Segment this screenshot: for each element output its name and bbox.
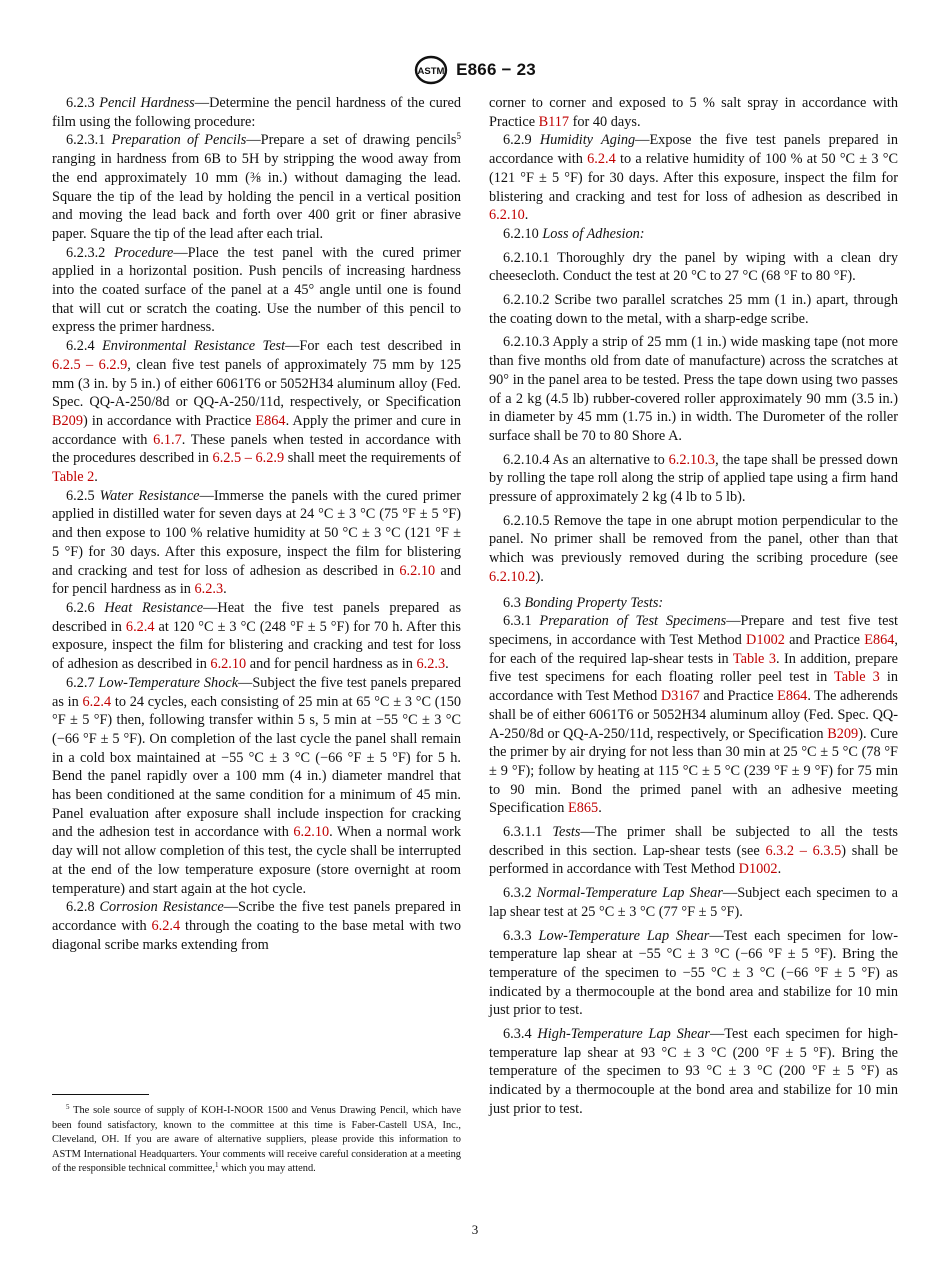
section-6-2-5: 6.2.5 Water Resistance—Immerse the panels with the cured primer applied in distilled water for seven days at 24 °C ± 3 °C (75 °F ± 5 °F) and then expose to 100 % relative humidity at 50 °C ± 3 °C (121 °F ± 5 °F) for 30 days. After this exposure, inspect the film for blistering and cracking and test for loss of adhesion as described in 6.2.10 and for pencil hardness as in 6.2.3. [52, 487, 461, 598]
section-6-3-1: 6.3.1 Preparation of Test Specimens—Prepare and test five test specimens, in accordance with Test Method D1002 and Practice E864, for each of the required lap-shear tests in Table 3. In addition, prepare five test specimens for each floating roller peel test in Table 3 in accordance with Test Method D3167 and Practice E864. The adherends shall be of either 6061T6 or 5052H34 aluminum alloy (Fed. Spec. QQ-A-250/8d or QQ-A-250/11d, respectively, or Specification B209). Cure the primer by air drying for not less than 30 min at 25 °C ± 5 °C (78 °F ± 9 °F); follow by heating at 115 °C ± 5 °C (239 °F ± 9 °F) for 75 min to 90 min. Bond the primed panel with an adhesive meeting Specification E865. [489, 613, 898, 817]
link-6-2-5-6-2-9[interactable]: 6.2.5 – 6.2.9 [52, 356, 128, 373]
footnote-5: $^5$ The sole source of supply of KOH-I-NOOR 1500 and Venus Drawing Pencil, which have been found satisfactory, known to the committee at this time is Faber-Castell USA, Inc., Cleveland, OH. If you are aware of alternative suppliers, please provide this information to ASTM International Headquarters. Your comments will receive careful consideration at a meeting of the responsible technical committee,$^1$ which you may attend. [52, 1103, 461, 1174]
link-6-2-10[interactable]: 6.2.10 [210, 656, 247, 673]
link-6-1-7[interactable]: 6.1.7 [153, 431, 182, 448]
link-table-2[interactable]: Table 2 [52, 469, 95, 486]
link-6-2-10-2[interactable]: 6.2.10.2 [489, 568, 536, 585]
link-table-3[interactable]: Table 3 [732, 650, 776, 667]
section-6-2-7: 6.2.7 Low-Temperature Shock—Subject the five test panels prepared as in 6.2.4 to 24 cycles, each consisting of 25 min at 65 °C ± 3 °C (150 °F ± 5 °F) then, following transfer within 5 s, 5 min at −55 °C ± 3 °C (−66 °F ± 5 °F). On completion of the last cycle the panel shall remain in a cold box maintained at −55 °C ± 3 °C (−66 °F ± 5 °F) for 5 h. Bend the panel rapidly over a 100 mm (4 in.) diameter mandrel that has been conditioned at the same condition for a minimum of 45 min. Panel evaluation after exposure shall include inspection for cracking and the adhesion test in accordance with 6.2.10. When a normal work day will not allow completion of this test, the cycle shall be interrupted at the end of the low temperature exposure (store overnight at room temperature) and start again at the hot cycle. [52, 674, 462, 897]
footnote-marker[interactable]: 5 [456, 131, 461, 142]
section-6-2-4: 6.2.4 Environmental Resistance Test—For each test described in 6.2.5 – 6.2.9, clean five test panels of approximately 75 mm by 125 mm (3 in. by 5 in.) of either 6061T6 or 5052H34 aluminum alloy (Fed. Spec. QQ-A-250/8d or QQ-A-250/11d, respectively, or Specification B209) in accordance with Practice E864. Apply the primer and cure in accordance with 6.1.7. These panels when tested in accordance with the procedures described in 6.2.5 – 6.2.9 shall meet the requirements of Table 2. [52, 338, 461, 486]
link-e865[interactable]: E865 [568, 800, 599, 817]
section-6-2-8-continued: corner to corner and exposed to 5 % salt spray in accordance with Practice B117 for 40 days. [489, 95, 898, 130]
section-6-2-10-4: 6.2.10.4 As an alternative to 6.2.10.3, the tape shall be pressed down by rolling the tape roll along the strip of applied tape using a firm hand pressure of approximately 2 kg (4 lb to 5 lb). [489, 451, 898, 506]
section-6-2-3-1: 6.2.3.1 Preparation of Pencils—Prepare a set of drawing pencils$^5$ ranging in hardness from 6B to 5H by stripping the wood away from the end approximately 10 mm (⅜ in.) without damaging the lead. Square the tip of the lead by holding the pencil in a vertical position and moving the lead back and forth over 400 grit or finer abrasive paper. Square the tip of the lead after each trial. [52, 131, 461, 242]
link-b209[interactable]: B209 [52, 412, 83, 429]
section-6-2-3-2: 6.2.3.2 Procedure—Place the test panel with the cured primer applied in a horizontal position. Push pencils of increasing hardness into the coated surface of the panel at a 45° angle until one is found that will cut or scratch the coating. Use the number of this pencil to express the primer hardness. [52, 244, 461, 336]
section-6-3-2: 6.3.2 Normal-Temperature Lap Shear—Subject each specimen to a lap shear test at 25 °C ± 3 °C (77 °F ± 5 °F). [489, 885, 898, 920]
section-6-2-3: 6.2.3 Pencil Hardness—Determine the pencil hardness of the cured film using the following procedure: [52, 95, 462, 130]
link-table-3[interactable]: Table 3 [834, 669, 880, 686]
link-b209[interactable]: B209 [827, 725, 859, 742]
section-6-3: 6.3 Bonding Property Tests: [503, 594, 664, 611]
link-d1002[interactable]: D1002 [746, 631, 785, 648]
link-6-2-4[interactable]: 6.2.4 [587, 151, 616, 168]
link-6-2-10[interactable]: 6.2.10 [399, 562, 436, 579]
svg-text:ASTM: ASTM [417, 66, 445, 77]
astm-logo-icon [414, 55, 448, 85]
link-6-2-10[interactable]: 6.2.10 [293, 824, 330, 841]
section-6-2-10-5: 6.2.10.5 Remove the tape in one abrupt motion perpendicular to the panel. No primer shall be removed from the panel, other than that which was previously removed during the scribing procedure (see 6.2.10.2). [489, 512, 898, 585]
link-e864[interactable]: E864 [777, 688, 808, 705]
document-designation: E866 − 23 [456, 60, 536, 79]
left-column [52, 94, 461, 954]
link-6-2-4[interactable]: 6.2.4 [151, 917, 181, 934]
section-6-2-8: 6.2.8 Corrosion Resistance—Scribe the five test panels prepared in accordance with 6.2.4 through the coating to the base metal with two diagonal scribe marks extending from [52, 899, 461, 953]
link-6-2-10-3[interactable]: 6.2.10.3 [668, 451, 716, 468]
section-6-2-10-3: 6.2.10.3 Apply a strip of 25 mm (1 in.) wide masking tape (not more than five months old from date of manufacture) across the scratches at 90° in the panel area to be tested. Press the tape down using two passes of a 2 kg (4.5 lb) rubber-covered roller approximately 90 mm (3.5 in.) in diameter by 45 mm (1.75 in.) in width. The Durometer of the roller surface shall be 70 to 80 Shore A. [489, 334, 898, 444]
footnote-divider [52, 1094, 149, 1095]
link-6-2-3[interactable]: 6.2.3 [194, 581, 224, 598]
link-d3167[interactable]: D3167 [660, 688, 700, 705]
link-6-2-3[interactable]: 6.2.3 [416, 656, 446, 673]
link-6-3-2-6-3-5[interactable]: 6.3.2 – 6.3.5 [765, 842, 842, 859]
link-d1002[interactable]: D1002 [738, 861, 778, 878]
page-number: 3 [471, 1222, 479, 1237]
section-6-2-10-1: 6.2.10.1 Thoroughly dry the panel by wiping with a clean dry cheesecloth. Conduct the test at 20 °C to 27 °C (68 °F to 80 °F). [489, 249, 898, 285]
link-e864[interactable]: E864 [255, 412, 286, 429]
section-6-2-6: 6.2.6 Heat Resistance—Heat the five test panels prepared as described in 6.2.4 at 120 °C ± 3 °C (248 °F ± 5 °F) for 70 h. After this exposure, inspect the film for blistering and cracking and test for loss of adhesion as described in 6.2.10 and for pencil hardness as in 6.2.3. [52, 599, 462, 673]
link-6-2-4[interactable]: 6.2.4 [82, 693, 112, 710]
link-b117[interactable]: B117 [538, 113, 570, 130]
link-e864[interactable]: E864 [864, 631, 895, 648]
section-6-2-10-2: 6.2.10.2 Scribe two parallel scratches 25 mm (1 in.) apart, through the coating down to the metal, with a sharp-edge scribe. [489, 292, 898, 327]
section-6-3-3: 6.3.3 Low-Temperature Lap Shear—Test each specimen for low-temperature lap shear at −55 °C ± 3 °C (−66 °F ± 5 °F). Bring the temperature of the specimen to −55 °C ± 3 °C (−66 °F ± 5 °F) as indicated by a thermocouple at the bond area and stabilize for 10 min just prior to test. [489, 927, 899, 1019]
link-6-2-5-6-2-9[interactable]: 6.2.5 – 6.2.9 [212, 450, 285, 467]
right-column [489, 94, 898, 1119]
page-header [0, 54, 950, 86]
section-6-3-4: 6.3.4 High-Temperature Lap Shear—Test each specimen for high-temperature lap shear at 93 °C ± 3 °C (200 °F ± 5 °F). Bring the temperature of the specimen to 93 °C ± 3 °C (200 °F ± 5 °F) as indicated by a thermocouple at the bond area and stabilize for 10 min just prior to test. [489, 1026, 899, 1117]
link-6-2-10[interactable]: 6.2.10 [489, 207, 525, 224]
link-6-2-4[interactable]: 6.2.4 [125, 618, 155, 635]
section-6-3-1-1: 6.3.1.1 Tests—The primer shall be subjected to all the tests described in this section. Lap-shear tests (see 6.3.2 – 6.3.5) shall be performed in accordance with Test Method D1002. [489, 824, 899, 878]
section-6-2-9: 6.2.9 Humidity Aging—Expose the five test panels prepared in accordance with 6.2.4 to a relative humidity of 100 % at 50 °C ± 3 °C (121 °F ± 5 °F) for 30 days. After this exposure, inspect the film for blistering and cracking and test for loss of adhesion as described in 6.2.10. [489, 132, 898, 224]
section-6-2-10: 6.2.10 Loss of Adhesion: [503, 225, 645, 242]
